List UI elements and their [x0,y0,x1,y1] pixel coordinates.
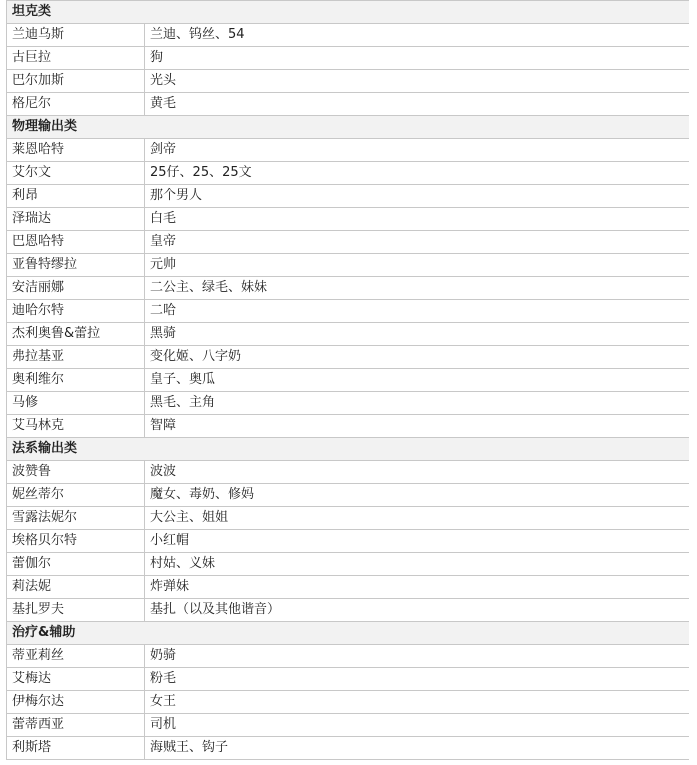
character-name-cell: 蒂亚莉丝 [7,645,145,668]
nickname-cell: 黑骑 [145,323,690,346]
nickname-cell: 狗 [145,47,690,70]
table-row [7,645,690,668]
character-name-cell: 莉法妮 [7,576,145,599]
table-body [7,1,690,760]
nickname-cell: 基扎（以及其他谐音） [145,599,690,622]
character-name-cell: 艾尔文 [7,162,145,185]
nickname-cell: 女王 [145,691,690,714]
character-name-cell: 巴恩哈特 [7,231,145,254]
nickname-cell: 剑帝 [145,139,690,162]
character-name-cell: 兰迪乌斯 [7,24,145,47]
nickname-cell: 黑毛、主角 [145,392,690,415]
character-name-cell: 埃格贝尔特 [7,530,145,553]
table-row [7,208,690,231]
character-name-cell: 莱恩哈特 [7,139,145,162]
category-row [7,116,690,139]
character-name-cell: 巴尔加斯 [7,70,145,93]
table-row [7,300,690,323]
character-name-cell: 利斯塔 [7,737,145,760]
table-row [7,392,690,415]
table-row [7,277,690,300]
character-name-cell: 格尼尔 [7,93,145,116]
nickname-cell: 波波 [145,461,690,484]
character-name-cell: 杰利奥鲁&蕾拉 [7,323,145,346]
table-row [7,93,690,116]
character-name-cell: 妮丝蒂尔 [7,484,145,507]
table-container [6,0,689,765]
table-row [7,24,690,47]
nickname-cell: 变化姬、八字奶 [145,346,690,369]
nickname-cell: 魔女、毒奶、修妈 [145,484,690,507]
table-row [7,484,690,507]
nickname-cell: 皇子、奥瓜 [145,369,690,392]
table-row [7,162,690,185]
table-row [7,691,690,714]
character-name-cell: 奥利维尔 [7,369,145,392]
nickname-cell: 奶骑 [145,645,690,668]
table-row [7,461,690,484]
character-name-cell: 亚鲁特缪拉 [7,254,145,277]
table-row [7,530,690,553]
character-name-cell: 蕾伽尔 [7,553,145,576]
nickname-cell: 25仔、25、25文 [145,162,690,185]
category-row [7,622,690,645]
character-name-cell: 艾马林克 [7,415,145,438]
character-name-cell: 伊梅尔达 [7,691,145,714]
character-name-cell: 安洁丽娜 [7,277,145,300]
table-row [7,576,690,599]
nickname-cell: 光头 [145,70,690,93]
character-name-cell: 波赞鲁 [7,461,145,484]
table-row [7,507,690,530]
category-title: 物理输出类 [7,116,690,139]
nickname-table [6,0,689,760]
nickname-cell: 智障 [145,415,690,438]
table-row [7,231,690,254]
nickname-cell: 白毛 [145,208,690,231]
category-row [7,438,690,461]
character-name-cell: 雪露法妮尔 [7,507,145,530]
nickname-cell: 海贼王、钩子 [145,737,690,760]
table-row [7,346,690,369]
nickname-cell: 大公主、姐姐 [145,507,690,530]
category-title: 坦克类 [7,1,690,24]
table-row [7,185,690,208]
table-row [7,369,690,392]
table-row [7,254,690,277]
nickname-cell: 粉毛 [145,668,690,691]
category-title: 法系输出类 [7,438,690,461]
character-name-cell: 马修 [7,392,145,415]
table-row [7,668,690,691]
table-row [7,323,690,346]
table-row [7,70,690,93]
nickname-cell: 二公主、绿毛、妹妹 [145,277,690,300]
character-name-cell: 利昂 [7,185,145,208]
nickname-cell: 炸弹妹 [145,576,690,599]
character-name-cell: 弗拉基亚 [7,346,145,369]
character-name-cell: 艾梅达 [7,668,145,691]
nickname-cell: 黄毛 [145,93,690,116]
category-title: 治疗&辅助 [7,622,690,645]
table-row [7,714,690,737]
character-name-cell: 泽瑞达 [7,208,145,231]
nickname-cell: 元帅 [145,254,690,277]
nickname-cell: 皇帝 [145,231,690,254]
character-name-cell: 迪哈尔特 [7,300,145,323]
nickname-cell: 那个男人 [145,185,690,208]
nickname-cell: 村姑、义妹 [145,553,690,576]
table-row [7,553,690,576]
table-row [7,415,690,438]
character-name-cell: 古巨拉 [7,47,145,70]
table-row [7,47,690,70]
table-row [7,599,690,622]
category-row [7,1,690,24]
nickname-cell: 兰迪、钨丝、54 [145,24,690,47]
table-row [7,139,690,162]
nickname-cell: 小红帽 [145,530,690,553]
character-name-cell: 蕾蒂西亚 [7,714,145,737]
character-name-cell: 基扎罗夫 [7,599,145,622]
nickname-cell: 司机 [145,714,690,737]
table-row [7,737,690,760]
nickname-cell: 二哈 [145,300,690,323]
